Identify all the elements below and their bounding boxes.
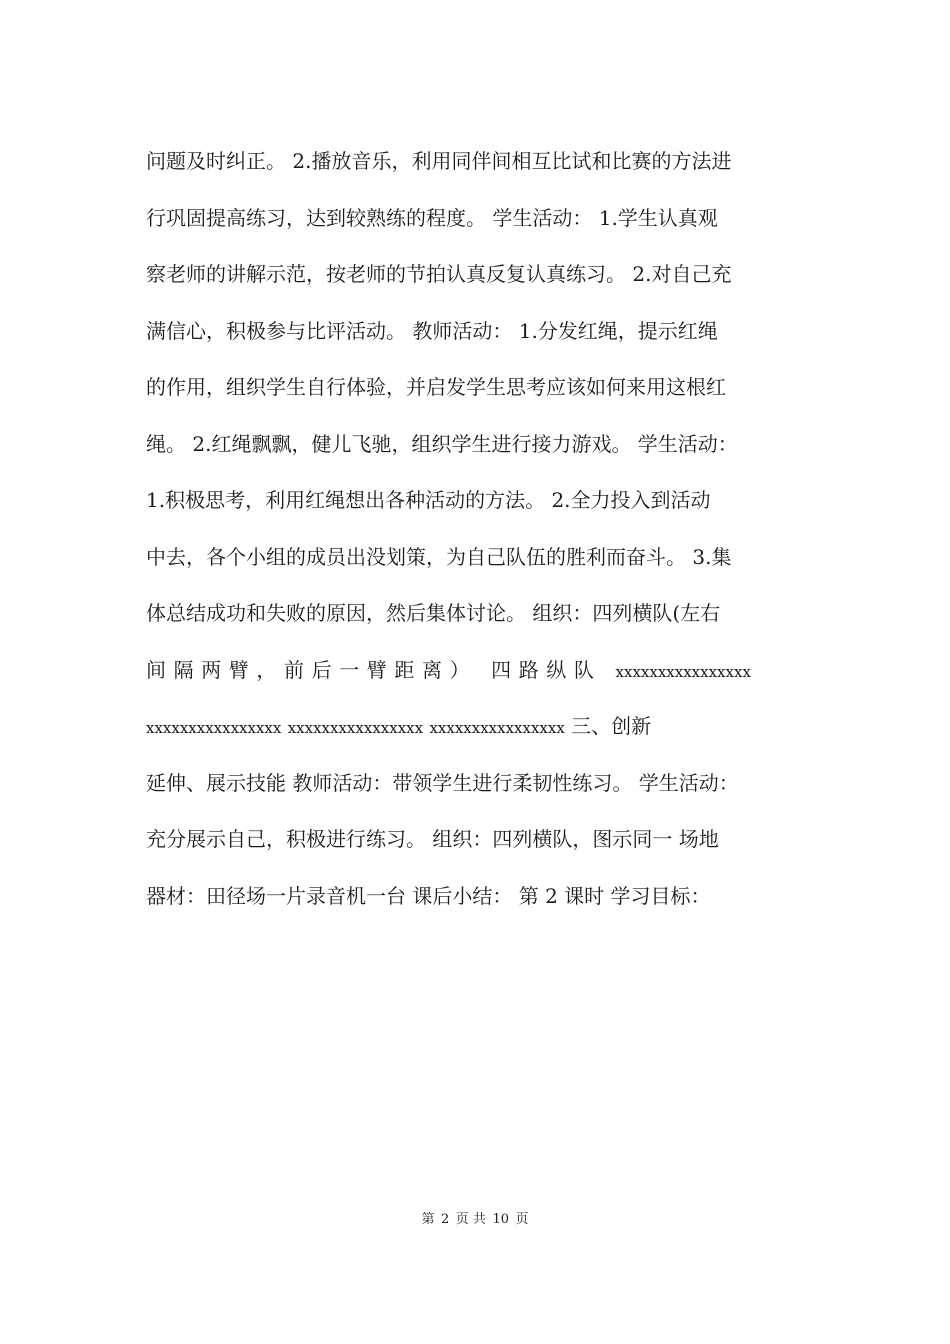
text-line-3: 察老师的讲解示范，按老师的节拍认真反复认真练习。 2.对自己充 xyxy=(146,262,732,286)
text-line-11-xs-3: xxxxxxxxxxxxxxxx xyxy=(429,719,565,737)
text-line-5: 的作用，组织学生自行体验，并启发学生思考应该如何来用这根红 xyxy=(146,375,726,399)
text-line-11-xs-2: xxxxxxxxxxxxxxxx xyxy=(287,719,424,737)
text-line-11-xs-1: xxxxxxxxxxxxxxxx xyxy=(146,719,282,737)
page-footer xyxy=(0,1208,950,1227)
text-line-10-xs: xxxxxxxxxxxxxxxx xyxy=(615,662,751,681)
body-text xyxy=(146,133,810,924)
text-line-14: 器材：田径场一片录音机一台 课后小结： 第 2 课时 学习目标： xyxy=(146,883,711,908)
footer-middle: 页 共 xyxy=(455,1212,486,1227)
text-line-4: 满信心，积极参与比评活动。 教师活动： 1.分发红绳，提示红绳 xyxy=(146,318,718,343)
footer-prefix: 第 xyxy=(421,1212,435,1227)
text-line-6: 绳。 2.红绳飘飘，健儿飞驰，组织学生进行接力游戏。 学生活动： xyxy=(146,431,738,456)
text-line-11-part: 三、创新 xyxy=(571,714,652,738)
text-line-1: 问题及时纠正。 2.播放音乐，利用同伴间相互比试和比赛的方法进 xyxy=(146,149,732,173)
text-line-10-part-b: 四路纵队 xyxy=(491,657,602,682)
text-line-13: 充分展示自己，积极进行练习。 组织：四列横队，图示同一 场地 xyxy=(146,827,719,851)
text-line-7: 1.积极思考，利用红绳想出各种活动的方法。 2.全力投入到活动 xyxy=(146,488,711,512)
text-line-10 xyxy=(146,642,810,699)
footer-total-pages: 10 xyxy=(492,1212,509,1227)
footer-suffix: 页 xyxy=(515,1212,529,1227)
text-line-9: 体总结成功和失败的原因，然后集体讨论。 组织：四列横队(左右 xyxy=(146,601,721,625)
text-line-8: 中去，各个小组的成员出没划策，为自己队伍的胜利而奋斗。 3.集 xyxy=(146,544,732,569)
text-line-10-part-a: 间隔两臂，前后一臂距离） xyxy=(146,657,478,682)
text-line-11 xyxy=(146,698,810,755)
footer-current-page: 2 xyxy=(441,1212,450,1227)
text-line-12: 延伸、展示技能 教师活动：带领学生进行柔韧性练习。 学生活动： xyxy=(146,770,739,795)
text-line-2: 行巩固提高练习，达到较熟练的程度。 学生活动： 1.学生认真观 xyxy=(146,205,718,230)
